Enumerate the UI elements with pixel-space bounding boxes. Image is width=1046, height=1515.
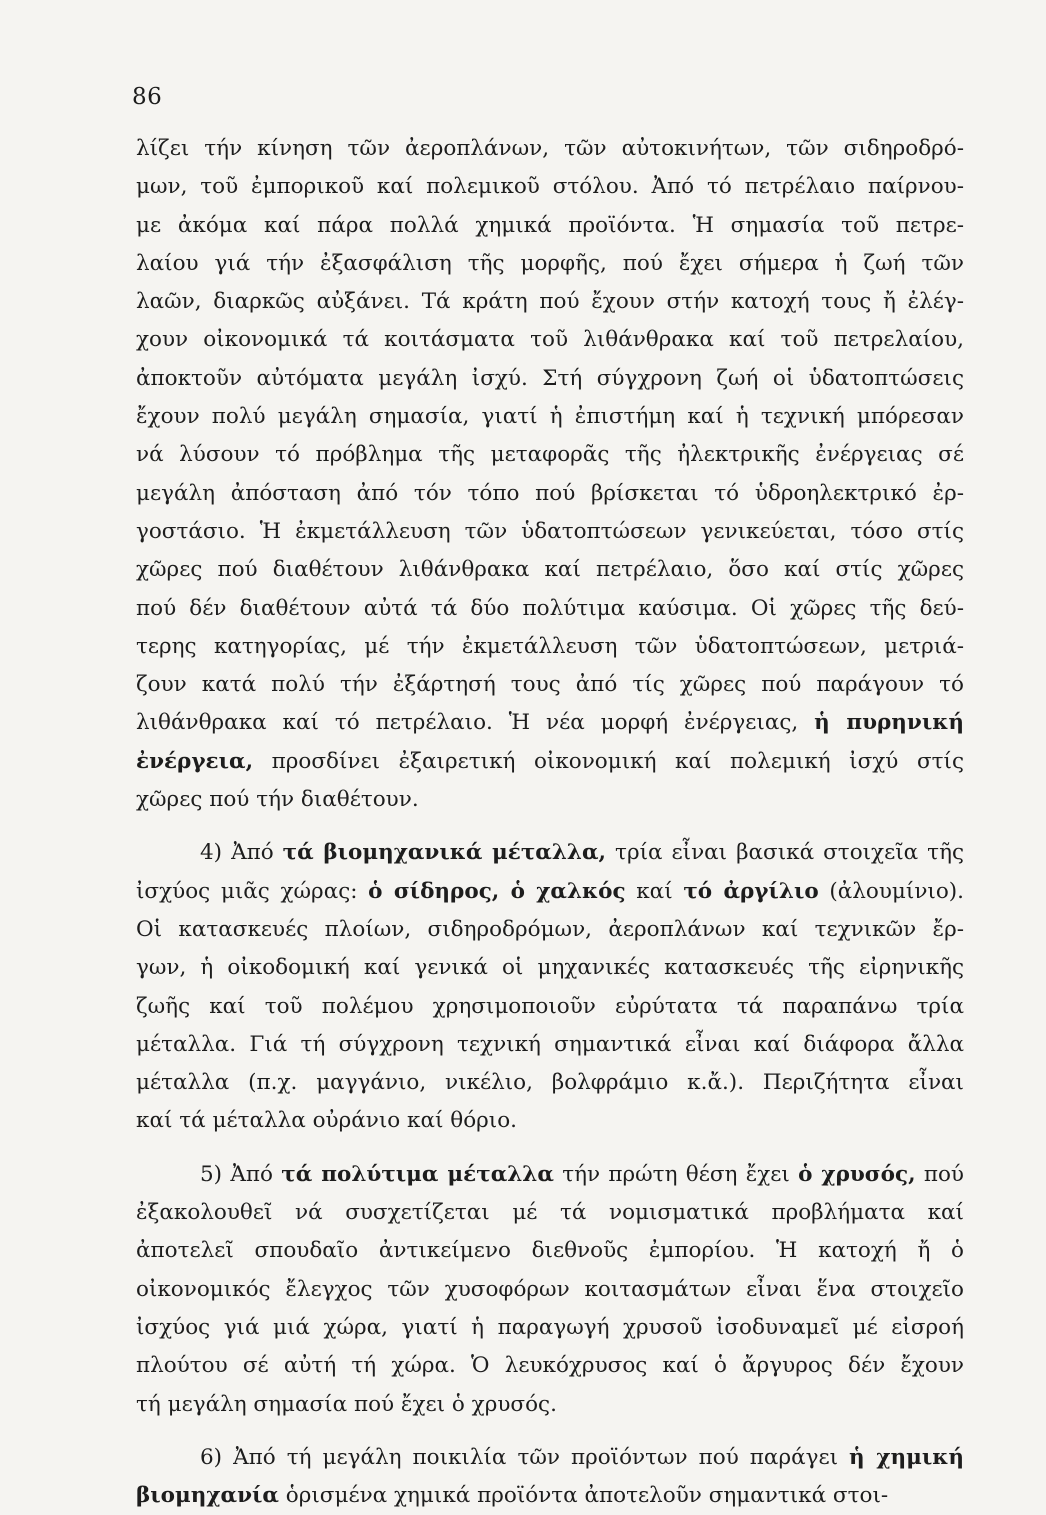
text-segment: ἰσχύος γιά μιά χώρα, γιατί ἡ παραγωγή χρυσοῦ ἰσοδυναμεῖ μέ εἰσροή — [136, 1314, 964, 1340]
text-segment: μέταλλα. Γιά τή σύγχρονη τεχνική σημαντικά εἶναι καί διάφορα ἄλλα — [136, 1031, 964, 1057]
text-line — [136, 321, 964, 359]
text-segment: πλούτου σέ αὐτή τή χώρα. Ὁ λευκόχρυσος καί ὁ ἄργυρος δέν ἔχουν — [136, 1353, 964, 1379]
text-line — [136, 1194, 964, 1232]
paragraph — [136, 834, 964, 1140]
text-line — [136, 873, 964, 911]
text-line — [136, 949, 964, 987]
text-line — [136, 1026, 964, 1064]
paragraph-gap — [136, 1424, 964, 1439]
text-segment: μέταλλα (π.χ. μαγγάνιο, νικέλιο, βολφράμιο κ.ἄ.). Περιζήτητα εἶναι — [136, 1070, 964, 1096]
bold-phrase: ὁ σίδηρος, ὁ χαλκός — [368, 878, 626, 904]
text-segment: Οἱ κατασκευές πλοίων, σιδηροδρόμων, ἀεροπλάνων καί τεχνικῶν ἔρ- — [136, 916, 964, 942]
bold-phrase: τά πολύτιμα μέταλλα — [281, 1161, 554, 1187]
text-segment: ἐξακολουθεῖ νά συσχετίζεται μέ τά νομισματικά προβλήματα καί — [136, 1200, 964, 1226]
text-segment: ζουν κατά πολύ τήν ἐξάρτησή τους ἀπό τίς χῶρες πού παράγουν τό — [136, 672, 964, 698]
text-segment: ἰσχύος μιᾶς χώρας: — [136, 878, 369, 904]
text-segment: ζωῆς καί τοῦ πολέμου χρησιμοποιοῦν εὐρύτατα τά παραπάνω τρία — [136, 993, 964, 1019]
text-segment: λίζει τήν κίνηση τῶν ἀεροπλάνων, τῶν αὐτοκινήτων, τῶν σιδηροδρό- — [136, 136, 964, 161]
text-segment: χῶρες πού διαθέτουν λιθάνθρακα καί πετρέλαιο, ὅσο καί στίς χῶρες — [136, 557, 964, 583]
text-line — [136, 1102, 964, 1140]
bold-phrase: ἡ πυρηνική — [814, 710, 964, 736]
text-segment: καί — [625, 878, 684, 904]
text-segment: προσδίνει ἐξαιρετική οἰκονομική καί πολεμική ἰσχύ στίς — [253, 748, 964, 774]
text-segment: ἀποτελεῖ σπουδαῖο ἀντικείμενο διεθνοῦς ἐμπορίου. Ἡ κατοχή ἤ ὁ — [136, 1238, 964, 1264]
text-segment: μων, τοῦ ἐμπορικοῦ καί πολεμικοῦ στόλου. Ἀπό τό πετρέλαιο παίρνου- — [136, 174, 964, 200]
text-line — [136, 475, 964, 513]
body-text — [136, 130, 964, 1515]
text-segment: οἰκονομικός ἔλεγχος τῶν χυσοφόρων κοιτασμάτων εἶναι ἕνα στοιχεῖο — [136, 1276, 964, 1302]
text-line — [136, 1347, 964, 1385]
text-segment: νά λύσουν τό πρόβλημα τῆς μεταφορᾶς τῆς ἠλεκτρικῆς ἐνέργειας σέ — [136, 442, 964, 468]
text-line — [136, 911, 964, 949]
text-segment: μεγάλη ἀπόσταση ἀπό τόν τόπο πού βρίσκεται τό ὑδροηλεκτρικό ἐρ- — [136, 480, 964, 506]
text-line — [136, 666, 964, 704]
text-line — [136, 207, 964, 245]
text-segment: καί τά μέταλλα οὐράνιο καί θόριο. — [136, 1108, 518, 1134]
text-line — [136, 1271, 964, 1309]
text-segment: τή μεγάλη σημασία πού ἔχει ὁ χρυσός. — [136, 1391, 557, 1417]
text-segment: 4) Ἀπό — [200, 840, 283, 866]
text-segment: χῶρες πού τήν διαθέτουν. — [136, 787, 419, 813]
text-line — [136, 1232, 964, 1270]
text-segment: τήν πρώτη θέση ἔχει — [553, 1161, 799, 1187]
text-segment: λαίου γιά τήν ἐξασφάλιση τῆς μορφῆς, πού ἔχει σήμερα ἡ ζωή τῶν — [136, 250, 964, 276]
bold-phrase: τό ἀργίλιο — [683, 878, 819, 904]
text-line — [136, 130, 964, 168]
paragraph-gap — [136, 1141, 964, 1156]
text-segment: 5) Ἀπό — [200, 1161, 282, 1187]
text-line — [136, 513, 964, 551]
text-line — [136, 1064, 964, 1102]
paragraph — [136, 1439, 964, 1515]
text-line — [136, 360, 964, 398]
text-segment: χουν οἰκονομικά τά κοιτάσματα τοῦ λιθάνθρακα καί τοῦ πετρελαίου, — [136, 327, 964, 353]
text-line — [136, 1156, 964, 1194]
text-line — [136, 1386, 964, 1424]
text-line — [136, 834, 964, 872]
text-line — [136, 168, 964, 206]
paragraph — [136, 1156, 964, 1424]
text-segment: λιθάνθρακα καί τό πετρέλαιο. Ἡ νέα μορφή ἐνέργειας, — [136, 710, 815, 736]
text-segment: 6) Ἀπό τή μεγάλη ποικιλία τῶν προϊόντων πού παράγει — [200, 1444, 850, 1470]
text-segment: λαῶν, διαρκῶς αὐξάνει. Τά κράτη πού ἔχουν στήν κατοχή τους ἤ ἐλέγ- — [136, 289, 964, 315]
paragraph-gap — [136, 819, 964, 834]
text-line — [136, 436, 964, 474]
text-segment: τρία εἶναι βασικά στοιχεῖα τῆς — [606, 840, 964, 866]
text-segment: ἀποκτοῦν αὐτόματα μεγάλη ἰσχύ. Στή σύγχρονη ζωή οἱ ὑδατοπτώσεις — [136, 365, 964, 391]
text-line — [136, 245, 964, 283]
bold-phrase: τά βιομηχανικά μέταλλα, — [282, 840, 607, 866]
text-line — [136, 704, 964, 742]
paragraph — [136, 130, 964, 819]
text-line — [136, 590, 964, 628]
bold-phrase: ὁ χρυσός, — [798, 1161, 916, 1187]
text-line — [136, 1439, 964, 1477]
bold-phrase: ἡ χημική — [849, 1444, 965, 1470]
text-segment: πού — [915, 1161, 965, 1187]
text-segment: με ἀκόμα καί πάρα πολλά χημικά προϊόντα. Ἡ σημασία τοῦ πετρε- — [136, 212, 964, 238]
text-line — [136, 628, 964, 666]
text-segment: τερης κατηγορίας, μέ τήν ἐκμετάλλευση τῶν ὑδατοπτώσεων, μετριά- — [136, 633, 964, 659]
text-line — [136, 1477, 964, 1515]
text-segment: ὁρισμένα χημικά προϊόντα ἀποτελοῦν σημαντικά στοι- — [278, 1483, 889, 1509]
text-segment: (ἀλουμίνιο). — [818, 878, 964, 904]
text-line — [136, 551, 964, 589]
text-segment: γοστάσιο. Ἡ ἐκμετάλλευση τῶν ὑδατοπτώσεων γενικεύεται, τόσο στίς — [136, 518, 964, 544]
text-line — [136, 398, 964, 436]
bold-phrase: βιομηχανία — [136, 1483, 279, 1509]
bold-phrase: ἐνέργεια, — [136, 748, 254, 774]
text-line — [136, 283, 964, 321]
text-line — [136, 1309, 964, 1347]
text-line — [136, 781, 964, 819]
page-number: 86 — [132, 84, 163, 110]
text-segment: γων, ἡ οἰκοδομική καί γενικά οἱ μηχανικές κατασκευές τῆς εἰρηνικῆς — [136, 955, 964, 981]
text-line — [136, 743, 964, 781]
text-segment: ἔχουν πολύ μεγάλη σημασία, γιατί ἡ ἐπιστήμη καί ἡ τεχνική μπόρεσαν — [136, 404, 964, 430]
text-line — [136, 988, 964, 1026]
text-segment: πού δέν διαθέτουν αὐτά τά δύο πολύτιμα καύσιμα. Οἱ χῶρες τῆς δεύ- — [136, 595, 964, 621]
